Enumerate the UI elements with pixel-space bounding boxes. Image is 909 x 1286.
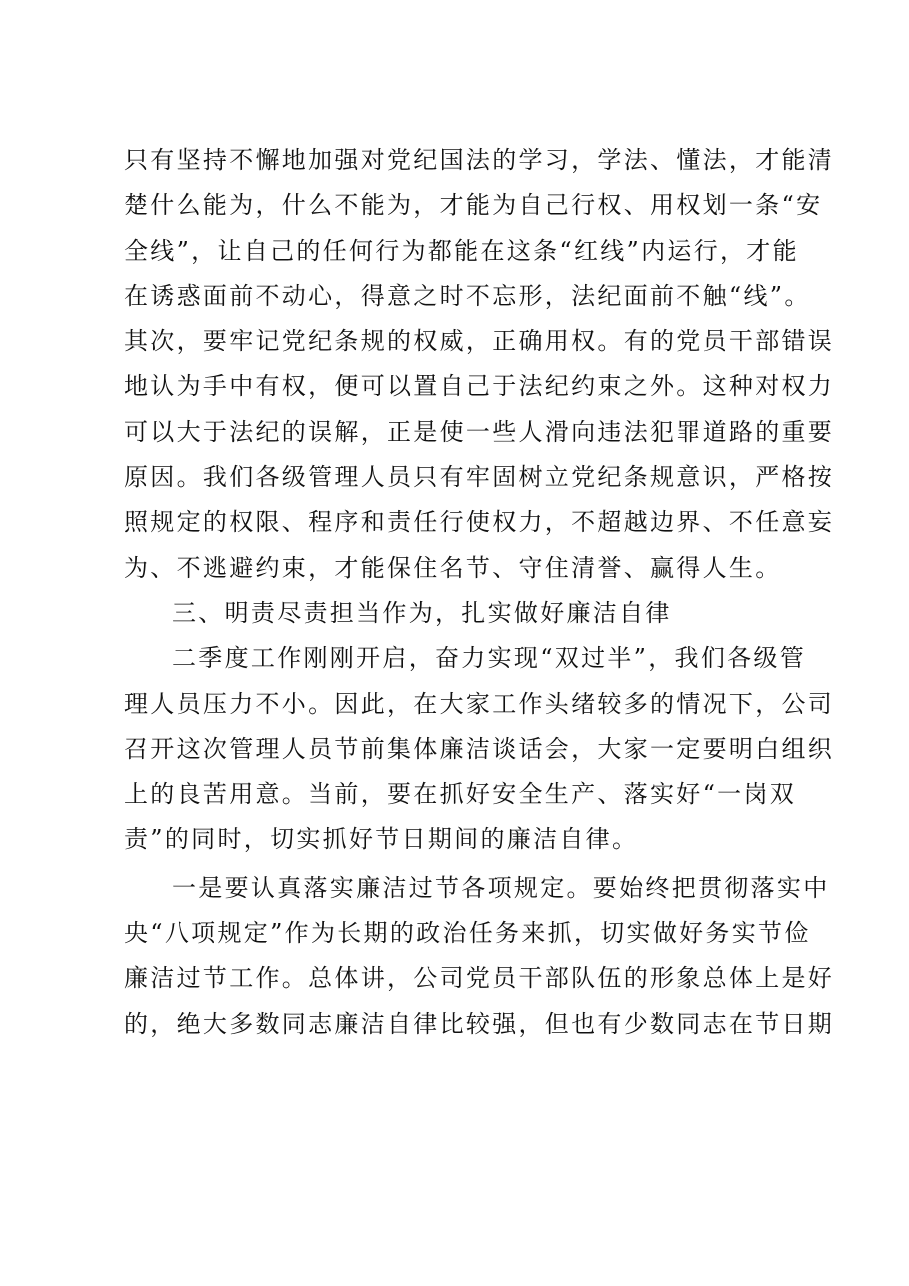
text-line: 可以大于法纪的误解，正是使一些人滑向违法犯罪道路的重要 [124,417,835,446]
text-line: 只有坚持不懈地加强对党纪国法的学习，学法、懂法，才能清 [124,146,835,174]
text-line: 在诱惑面前不动心，得意之时不忘形，法纪面前不触“线”。 [124,281,811,310]
text-line: 召开这次管理人员节前集体廉洁谈话会，大家一定要明白组织 [124,734,835,763]
text-line: 照规定的权限、程序和责任行使权力，不超越边界、不任意妄 [124,508,835,537]
text-line: 原因。我们各级管理人员只有牢固树立党纪条规意识，严格按 [124,463,835,492]
text-line: 其次，要牢记党纪条规的权威，正确用权。有的党员干部错误 [124,327,835,356]
document-body [124,138,835,1047]
text-line: 楚什么能为，什么不能为，才能为自己行权、用权划一条“安 [124,191,823,220]
text-line: 上的良苦用意。当前，要在抓好安全生产、落实好“一岗双 [124,780,797,809]
section-heading: 三、明责尽责担当作为，扎实做好廉洁自律 [172,598,672,627]
text-line: 全线”，让自己的任何行为都能在这条“红线”内运行，才能 [124,236,799,265]
text-line: 央“八项规定”作为长期的政治任务来抓，切实做好务实节俭 [124,919,811,948]
text-line: 理人员压力不小。因此，在大家工作头绪较多的情况下，公司 [124,689,835,718]
paragraph-first-line: 一是要认真落实廉洁过节各项规定。要始终把贯彻落实中 [172,873,830,902]
text-line: 责”的同时，切实抓好节日期间的廉洁自律。 [124,825,639,854]
text-line: 廉洁过节工作。总体讲，公司党员干部队伍的形象总体上是好 [124,964,835,993]
text-line: 地认为手中有权，便可以置自己于法纪约束之外。这种对权力 [124,372,835,401]
paragraph-first-line: 二季度工作刚刚开启，奋力实现“双过半”，我们各级管 [172,644,807,673]
text-line: 为、不逃避约束，才能保住名节、守住清誉、赢得人生。 [124,553,782,582]
text-line: 的，绝大多数同志廉洁自律比较强，但也有少数同志在节日期 [124,1009,835,1038]
